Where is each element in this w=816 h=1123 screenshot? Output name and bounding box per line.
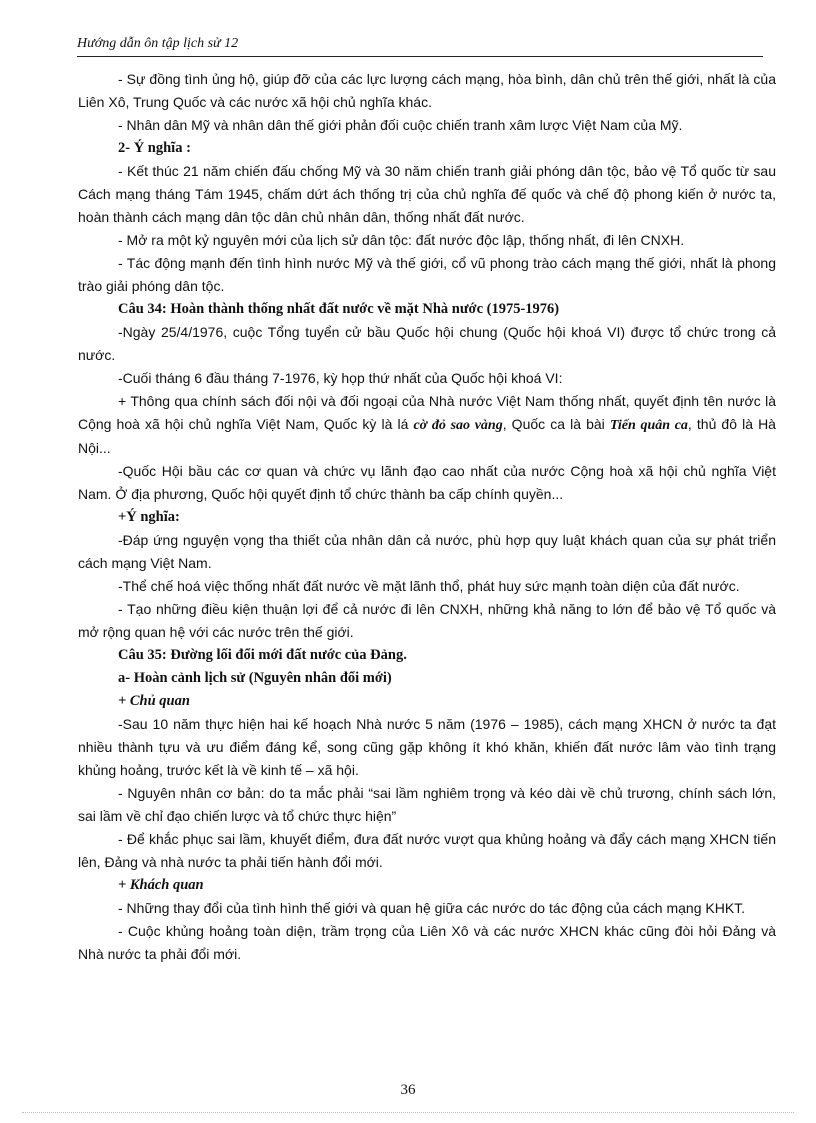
running-header: Hướng dẫn ôn tập lịch sử 12 [77, 36, 239, 51]
paragraph: - Cuộc khủng hoảng toàn diện, trầm trọng của Liên Xô và các nước XHCN khác cũng đòi hỏi Đảng và Nhà nước ta phải đổi mới. [78, 923, 776, 962]
paragraph: -Cuối tháng 6 đầu tháng 7-1976, kỳ họp thứ nhất của Quốc hội khoá VI: [118, 370, 563, 386]
paragraph: -Quốc Hội bầu các cơ quan và chức vụ lãnh đạo cao nhất của nước Cộng hoà xã hội chủ nghĩa Việt Nam. Ở địa phương, Quốc hội quyết định tổ chức thành ba cấp chính quyền... [78, 463, 776, 502]
header-rule [77, 56, 763, 57]
paragraph: - Tạo những điều kiện thuận lợi để cả nước đi lên CNXH, những khả năng to lớn để bảo vệ Tổ quốc và mở rộng quan hệ với các nước trên thế giới. [78, 601, 776, 640]
paragraph: - Mở ra một kỷ nguyên mới của lịch sử dân tộc: đất nước độc lập, thống nhất, đi lên CNXH. [118, 232, 685, 248]
question-heading: Câu 35: Đường lối đổi mới đất nước của Đảng. [118, 647, 407, 663]
paragraph: -Đáp ứng nguyện vọng tha thiết của nhân dân cả nước, phù hợp quy luật khách quan của sự phát triển cách mạng Việt Nam. [78, 532, 776, 571]
paragraph: - Những thay đổi của tình hình thế giới và quan hệ giữa các nước do tác động của cách mạng KHKT. [118, 900, 746, 916]
subheading: + Chủ quan [118, 693, 190, 709]
text-run: + Thông qua chính sách đối nội và đối ngoại của Nhà nước Việt Nam thống nhất, quyết định tên nước là Cộng hoà xã hội chủ nghĩa Việt Nam, Quốc kỳ là lá [78, 393, 776, 432]
paragraph: - Để khắc phục sai lầm, khuyết điểm, đưa đất nước vượt qua khủng hoảng và đẩy cách mạng XHCN tiến lên, Đảng và nhà nước ta phải tiến hành đổi mới. [78, 831, 776, 870]
paragraph: -Thể chế hoá việc thống nhất đất nước về mặt lãnh thổ, phát huy sức mạnh toàn diện của đất nước. [118, 578, 740, 594]
paragraph: - Nguyên nhân cơ bản: do ta mắc phải “sai lầm nghiêm trọng và kéo dài về chủ trương, chính sách lớn, sai lầm về chỉ đạo chiến lược và tổ chức thực hiện” [78, 785, 776, 824]
text-run: , thủ đô là Hà Nội... [78, 416, 776, 456]
paragraph: - Tác động mạnh đến tình hình nước Mỹ và thế giới, cổ vũ phong trào cách mạng thế giới, nhất là phong trào giải phóng dân tộc. [78, 255, 776, 294]
paragraph: - Kết thúc 21 năm chiến đấu chống Mỹ và 30 năm chiến tranh giải phóng dân tộc, bảo vệ Tổ quốc từ sau Cách mạng tháng Tám 1945, chấm dứt ách thống trị của chủ nghĩa đế quốc và chế độ phong kiến ở nước ta, hoàn thành cách mạng dân tộc dân chủ nhân dân, thống nhất đất nước. [78, 163, 776, 225]
page-body [78, 68, 776, 966]
emphasis-anthem: Tiến quân ca [609, 418, 688, 433]
text-run: , Quốc ca là bài [502, 416, 610, 432]
paragraph: - Sự đồng tình ủng hộ, giúp đỡ của các lực lượng cách mạng, hòa bình, dân chủ trên thế giới, nhất là của Liên Xô, Trung Quốc và các nước xã hội chủ nghĩa khác. [78, 71, 776, 110]
section-heading: 2- Ý nghĩa : [118, 140, 191, 156]
page-number: 36 [400, 1082, 416, 1098]
subheading: +Ý nghĩa: [118, 509, 180, 525]
paragraph: -Sau 10 năm thực hiện hai kế hoạch Nhà nước 5 năm (1976 – 1985), cách mạng XHCN ở nước ta đạt nhiều thành tựu và ưu điểm đáng kể, song cũng gặp không ít khó khăn, khiến đất nước lâm vào tình trạng khủng hoảng, trước kết là về kinh tế – xã hội. [78, 716, 776, 778]
question-heading: Câu 34: Hoàn thành thống nhất đất nước về mặt Nhà nước (1975-1976) [118, 301, 560, 317]
paragraph: - Nhân dân Mỹ và nhân dân thế giới phản đối cuộc chiến tranh xâm lược Việt Nam của Mỹ. [118, 117, 683, 133]
footer-divider [22, 1112, 794, 1113]
subheading: + Khách quan [118, 877, 204, 893]
paragraph: -Ngày 25/4/1976, cuộc Tổng tuyển cử bầu Quốc hội chung (Quốc hội khoá VI) được tổ chức trong cả nước. [78, 324, 776, 363]
section-heading: a- Hoàn cảnh lịch sử (Nguyên nhân đổi mới) [118, 670, 392, 686]
paragraph-mixed [78, 390, 776, 460]
emphasis-flag: cờ đỏ sao vàng [413, 418, 503, 433]
